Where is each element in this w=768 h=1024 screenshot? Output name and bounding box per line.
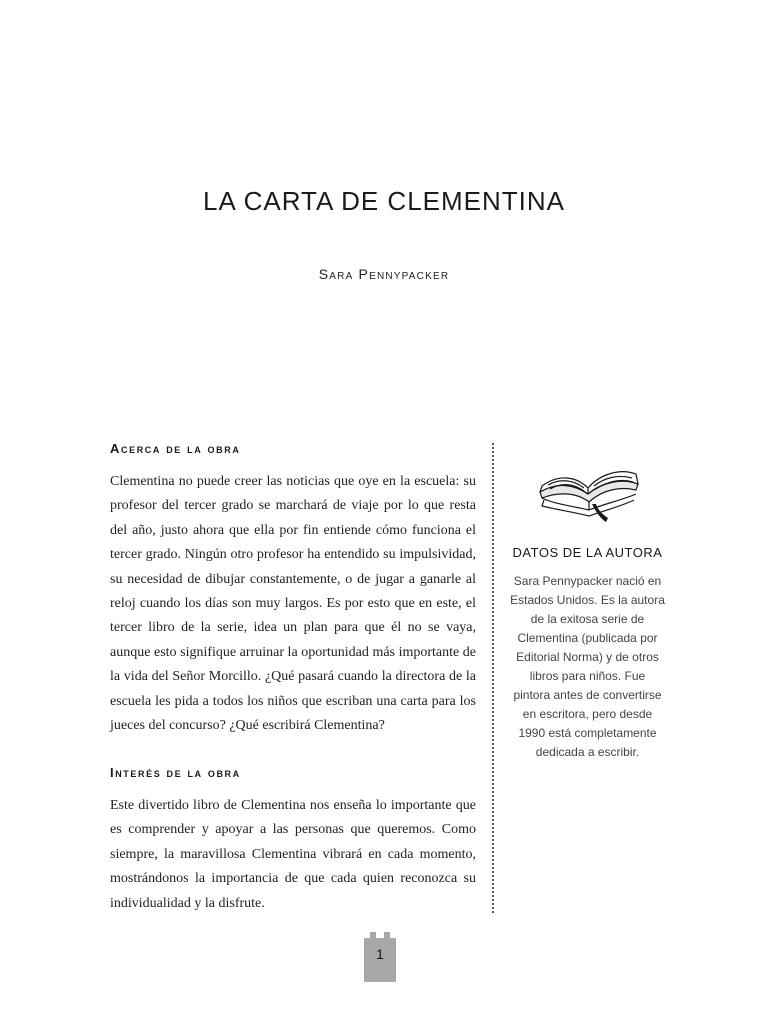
sidebar-title: DATOS DE LA AUTORA: [512, 545, 663, 560]
column-divider: [492, 443, 494, 913]
open-book-icon: [534, 452, 642, 526]
sidebar-body: Sara Pennypacker nació en Estados Unidos. Es la autora de la exitosa serie de Clementina (publicada por Editorial Norma) y de otros libros para niños. Fue pintora antes de convertirse en escritora, pero desde 1990 está completamente dedicada a escribir.: [510, 574, 665, 759]
section-body-acerca: Clementina no puede creer las noticias que oye en la escuela: su profesor del tercer grado se marchará de viaje por lo que resta del año, justo ahora que ella por fin entiende cómo funciona el tercer grado. Ningún otro profesor ha entendido su impulsividad, su necesidad de dibujar constantemente, o de jugar a ganarle al reloj cuando los días son muy largos. Es por esto que en este, el tercer libro de la serie, idea un plan para que él no se vaya, aunque esto signifique arruinar la oportunidad más importante de la vida del Señor Morcillo. ¿Qué pasará cuando la directora de la escuela les pida a todos los niños que escriban una carta para los jueces del concurso? ¿Qué escribirá Clementina?: [110, 474, 476, 734]
document-title: LA CARTA DE CLEMENTINA: [202, 186, 566, 216]
section-body-interes: Este divertido libro de Clementina nos enseña lo importante que es comprender y apoyar a las personas que queremos. Como siempre, la maravillosa Clementina vibrará en cada momento, mostrándonos la importancia de que cada quien reconozca su individualidad y la disfrute.: [110, 798, 476, 911]
section-heading-acerca: Acerca de la obra: [110, 441, 241, 456]
section-heading-interes: Interés de la obra: [110, 765, 241, 780]
document-author: Sara Pennypacker: [318, 266, 450, 282]
page-number: 1: [376, 946, 384, 962]
